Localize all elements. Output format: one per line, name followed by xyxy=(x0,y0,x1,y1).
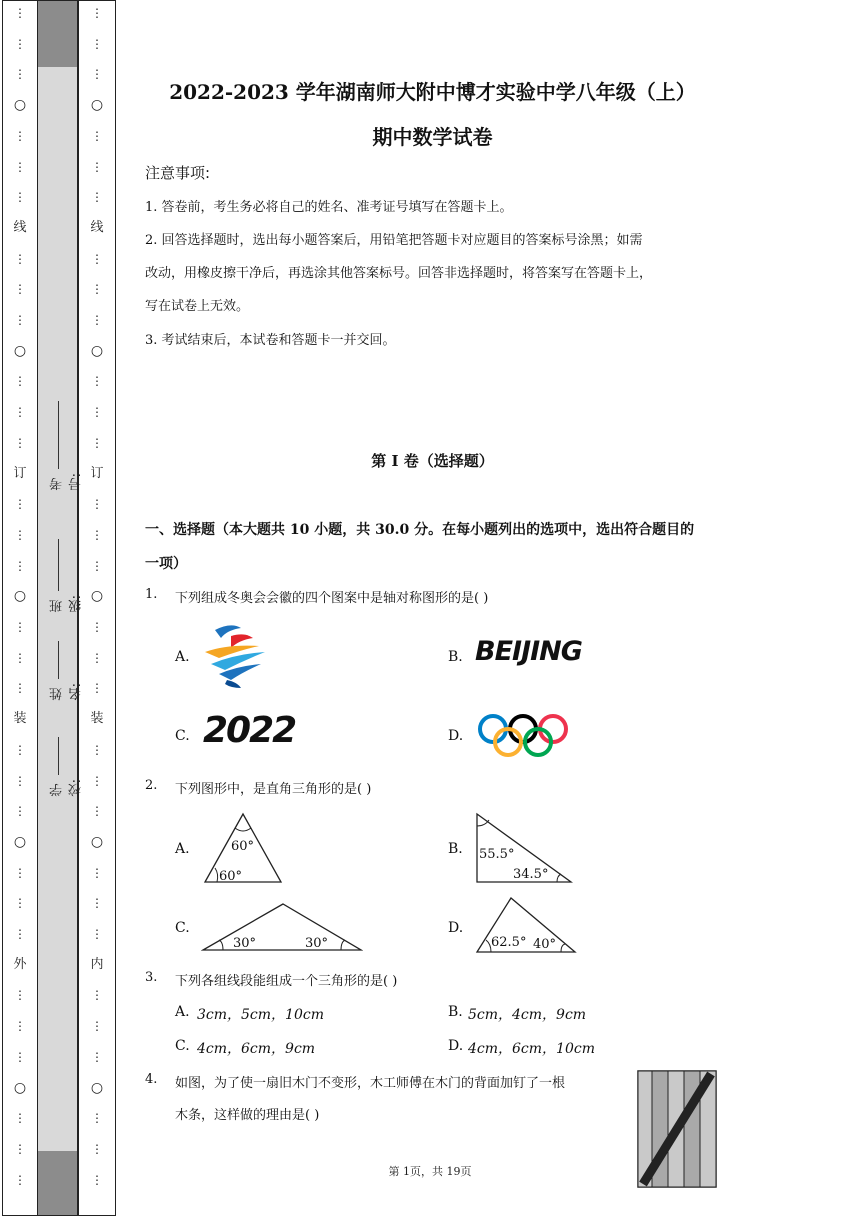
q1-option-a-label[interactable]: A. xyxy=(175,649,190,665)
inner-margin-mark: ⋮ xyxy=(91,128,103,143)
inner-margin-mark: ⋮ xyxy=(91,1019,103,1034)
question-1-text: 下列组成冬奥会会徽的四个图案中是轴对称图形的是( ) xyxy=(175,591,489,606)
outer-margin-mark: ⋮ xyxy=(14,313,26,327)
triangle-b-figure xyxy=(475,812,573,886)
inner-margin-mark: ⋮ xyxy=(91,896,103,911)
q3-option-b-text: 5cm，4cm，9cm xyxy=(468,1007,587,1023)
margin-cap-top xyxy=(38,1,77,67)
q1-option-c-label[interactable]: C. xyxy=(175,728,190,744)
notice-item-2-cont: 改动，用橡皮擦干净后，再选涂其他答案标号。回答非选择题时，将答案写在答题卡上， xyxy=(145,266,653,281)
inner-margin-mark: ⋮ xyxy=(91,742,103,757)
exam-title-line1: 2022-2023 学年湖南师大附中博才实验中学八年级（上） xyxy=(169,80,696,104)
name-line[interactable] xyxy=(58,641,59,679)
question-4-text-line1: 如图，为了使一扇旧木门不变形，木工师傅在木门的背面加钉了一根 xyxy=(175,1076,566,1091)
inner-margin-mark: ⋮ xyxy=(91,681,103,696)
notice-item-2: 2. 回答选择题时，选出每小题答案后，用铅笔把答题卡对应题目的答案标号涂黑；如需 xyxy=(145,233,643,248)
q2-option-c-label[interactable]: C. xyxy=(175,920,190,936)
outer-margin-mark: ⋮ xyxy=(14,742,26,757)
outer-margin-mark: ⋮ xyxy=(14,558,26,573)
question-4-number: 4. xyxy=(145,1072,158,1087)
outer-margin-mark: ⋮ xyxy=(14,1019,26,1034)
inner-margin-mark: ⋮ xyxy=(91,988,103,1003)
q3-option-d-label[interactable]: D. xyxy=(448,1038,464,1054)
q2-option-a-label[interactable]: A. xyxy=(175,841,190,857)
question-4-text-line2: 木条，这样做的理由是( ) xyxy=(175,1108,320,1123)
inner-margin-mark: ⋮ xyxy=(91,159,103,174)
part-heading-line2: 一项） xyxy=(145,556,187,572)
question-1-number: 1. xyxy=(145,587,158,602)
notice-heading: 注意事项: xyxy=(145,164,211,182)
school-label: 学校: xyxy=(50,779,84,797)
outer-margin-mark: ⋮ xyxy=(14,36,26,51)
inner-margin-mark: ⋮ xyxy=(91,374,103,389)
triangle-c-figure xyxy=(201,902,363,954)
q2-c-angle-left: 30° xyxy=(233,936,257,951)
inner-margin-mark: ⋮ xyxy=(91,650,103,665)
outer-margin-mark: ⋮ xyxy=(14,988,26,1003)
outer-margin-mark: ⋮ xyxy=(14,650,26,665)
section-heading: 第 I 卷（选择题） xyxy=(371,452,494,470)
q2-c-angle-right: 30° xyxy=(305,936,329,951)
inner-margin-mark: 订 xyxy=(90,465,104,481)
inner-margin-mark: ⋮ xyxy=(91,620,103,634)
inner-margin-mark: ⋮ xyxy=(91,6,103,20)
inner-margin-mark: 内 xyxy=(90,956,104,972)
inner-margin-mark: ○ xyxy=(90,342,104,359)
q3-option-a-label[interactable]: A. xyxy=(175,1004,190,1020)
outer-margin-mark: ⋮ xyxy=(14,67,26,82)
binding-margin-info xyxy=(37,0,84,1216)
binding-margin-outer xyxy=(2,0,38,1216)
outer-margin-mark: ⋮ xyxy=(14,620,26,634)
q2-option-b-label[interactable]: B. xyxy=(448,841,463,857)
inner-margin-mark: ⋮ xyxy=(91,190,103,205)
part-heading-line1: 一、选择题（本大题共 10 小题，共 30.0 分。在每小题列出的选项中，选出符合题目的 xyxy=(145,522,695,538)
q3-option-c-text: 4cm，6cm，9cm xyxy=(197,1041,316,1057)
triangle-a-figure xyxy=(201,812,285,886)
outer-margin-mark: ⋮ xyxy=(14,1141,26,1156)
inner-margin-mark: ○ xyxy=(90,588,104,605)
inner-margin-mark: ⋮ xyxy=(91,497,103,512)
exam-title-line2: 期中数学试卷 xyxy=(372,125,493,149)
class-label: 班级: xyxy=(50,595,84,613)
outer-margin-mark: ○ xyxy=(13,97,27,114)
outer-margin-mark: ⋮ xyxy=(14,927,26,941)
q3-option-b-label[interactable]: B. xyxy=(448,1004,463,1020)
outer-margin-mark: ⋮ xyxy=(14,527,26,542)
q2-b-angle-right: 34.5° xyxy=(513,867,549,882)
inner-margin-mark: ⋮ xyxy=(91,558,103,573)
inner-margin-mark: ⋮ xyxy=(91,1172,103,1187)
q1-option-c-text: 2022 xyxy=(203,710,296,751)
inner-margin-mark: ⋮ xyxy=(91,251,103,266)
outer-margin-mark: ⋮ xyxy=(14,497,26,512)
inner-margin-mark: ○ xyxy=(90,1079,104,1096)
outer-margin-mark: ⋮ xyxy=(14,435,26,450)
q2-d-angle-right: 40° xyxy=(533,937,557,952)
outer-margin-mark: ⋮ xyxy=(14,159,26,174)
q3-option-c-label[interactable]: C. xyxy=(175,1038,190,1054)
inner-margin-mark: ⋮ xyxy=(91,773,103,788)
inner-margin-mark: ⋮ xyxy=(91,804,103,819)
q2-a-angle-top: 60° xyxy=(231,839,255,854)
outer-margin-mark: ○ xyxy=(13,588,27,605)
outer-margin-mark: ⋮ xyxy=(14,804,26,819)
inner-margin-mark: ⋮ xyxy=(91,313,103,327)
inner-margin-mark: ⋮ xyxy=(91,1141,103,1156)
inner-margin-mark: ○ xyxy=(90,97,104,114)
inner-margin-mark: ⋮ xyxy=(91,36,103,51)
inner-margin-mark: ○ xyxy=(90,833,104,850)
class-line[interactable] xyxy=(58,539,59,591)
q3-option-d-text: 4cm，6cm，10cm xyxy=(468,1041,595,1057)
outer-margin-mark: ⋮ xyxy=(14,1172,26,1187)
q2-option-d-label[interactable]: D. xyxy=(448,920,464,936)
outer-margin-mark: ⋮ xyxy=(14,282,26,297)
inner-margin-mark: ⋮ xyxy=(91,1111,103,1126)
inner-margin-mark: ⋮ xyxy=(91,865,103,880)
outer-margin-mark: ⋮ xyxy=(14,374,26,389)
notice-item-3: 3. 考试结束后，本试卷和答题卡一并交回。 xyxy=(145,333,396,348)
q1-option-b-text: BEIJING xyxy=(475,636,582,667)
notice-item-2-end: 写在试卷上无效。 xyxy=(145,299,250,314)
question-2-text: 下列图形中，是直角三角形的是( ) xyxy=(175,782,372,797)
page-footer: 第 1页，共 19页 xyxy=(388,1165,472,1178)
q1-option-d-label[interactable]: D. xyxy=(448,728,464,744)
outer-margin-mark: 装 xyxy=(13,711,27,727)
winter-olympics-emblem-icon xyxy=(201,622,271,690)
outer-margin-mark: ⋮ xyxy=(14,128,26,143)
inner-margin-mark: 装 xyxy=(90,711,104,727)
outer-margin-mark: ⋮ xyxy=(14,865,26,880)
outer-margin-mark: ⋮ xyxy=(14,1111,26,1126)
question-3-number: 3. xyxy=(145,970,158,985)
inner-margin-mark: ⋮ xyxy=(91,282,103,297)
inner-margin-mark: ⋮ xyxy=(91,1049,103,1064)
outer-margin-mark: ⋮ xyxy=(14,681,26,696)
question-2-number: 2. xyxy=(145,778,158,793)
q3-option-a-text: 3cm，5cm，10cm xyxy=(197,1007,324,1023)
inner-margin-mark: ⋮ xyxy=(91,67,103,82)
margin-cap-bottom xyxy=(38,1151,77,1215)
outer-margin-mark: 外 xyxy=(13,956,27,972)
outer-margin-mark: ○ xyxy=(13,833,27,850)
inner-margin-mark: ⋮ xyxy=(91,927,103,941)
outer-margin-mark: ○ xyxy=(13,342,27,359)
outer-margin-mark: ⋮ xyxy=(14,896,26,911)
notice-item-1: 1. 答卷前，考生务必将自己的姓名、准考证号填写在答题卡上。 xyxy=(145,200,513,215)
q2-b-angle-top: 55.5° xyxy=(479,847,515,862)
triangle-d-figure xyxy=(475,896,579,956)
inner-margin-mark: 线 xyxy=(90,219,104,235)
outer-margin-mark: 订 xyxy=(13,465,27,481)
question-3-text: 下列各组线段能组成一个三角形的是( ) xyxy=(175,974,398,989)
outer-margin-mark: ⋮ xyxy=(14,773,26,788)
outer-margin-mark: ⋮ xyxy=(14,251,26,266)
olympic-rings-icon xyxy=(476,712,570,758)
binding-margin-inner xyxy=(78,0,116,1216)
exam-number-label: 考号: xyxy=(50,473,84,491)
outer-margin-mark: ⋮ xyxy=(14,6,26,20)
outer-margin-mark: ⋮ xyxy=(14,190,26,205)
q2-d-angle-left: 62.5° xyxy=(491,935,527,950)
q2-a-angle-left: 60° xyxy=(219,869,243,884)
name-label: 姓名: xyxy=(50,683,84,701)
part-heading xyxy=(145,513,720,581)
outer-margin-mark: ⋮ xyxy=(14,405,26,420)
outer-margin-mark: ⋮ xyxy=(14,1049,26,1064)
outer-margin-mark: 线 xyxy=(13,219,27,235)
q1-option-b-label[interactable]: B. xyxy=(448,649,463,665)
exam-number-line[interactable] xyxy=(58,401,59,469)
school-line[interactable] xyxy=(58,737,59,775)
inner-margin-mark: ⋮ xyxy=(91,527,103,542)
outer-margin-mark: ○ xyxy=(13,1079,27,1096)
inner-margin-mark: ⋮ xyxy=(91,405,103,420)
inner-margin-mark: ⋮ xyxy=(91,435,103,450)
